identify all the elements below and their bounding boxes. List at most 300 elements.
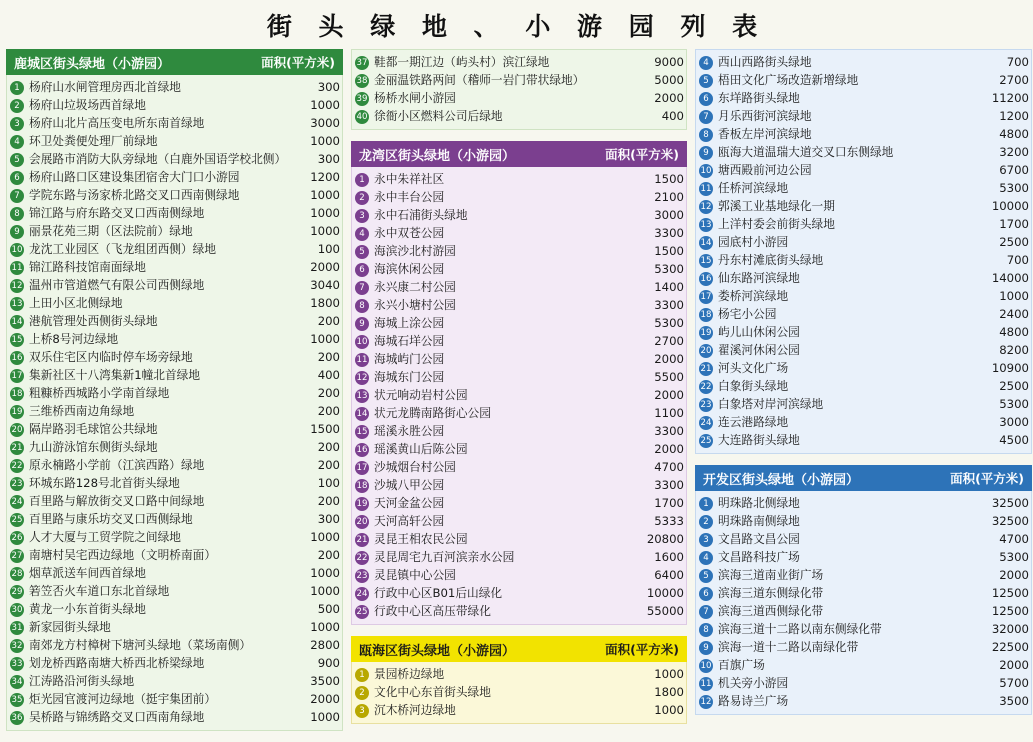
row-number-badge: 1 (355, 173, 369, 187)
row-area: 2700 (999, 72, 1029, 87)
table-row (7, 222, 342, 240)
row-number-badge: 5 (699, 74, 713, 88)
row-name: 九山游泳馆东侧街头绿地 (29, 439, 158, 454)
row-name: 瑶溪永胜公园 (374, 423, 445, 438)
section-unit-kaifaqu: 面积(平方米) (950, 471, 1024, 486)
row-area: 1200 (310, 169, 340, 184)
row-number-badge: 25 (700, 436, 712, 446)
row-index (696, 566, 716, 584)
row-area: 3300 (654, 297, 684, 312)
table-row (696, 233, 1031, 251)
row-area: 1500 (310, 421, 340, 436)
row-index (352, 107, 372, 125)
row-name: 天河高轩公园 (374, 513, 445, 528)
table-row (696, 341, 1031, 359)
table-row (352, 602, 686, 620)
row-number-badge: 23 (700, 400, 712, 410)
row-number-badge: 1 (355, 668, 369, 682)
row-name: 仙东路河滨绿地 (718, 270, 800, 285)
row-name: 龙沈工业园区（飞龙组团西侧）绿地 (29, 241, 217, 256)
table-row (696, 179, 1031, 197)
section-unit-longwan: 面积(平方米) (605, 147, 679, 162)
table-row (352, 512, 686, 530)
section-ouhai (351, 636, 687, 724)
table-row (352, 584, 686, 602)
row-number-badge: 9 (699, 146, 713, 160)
row-name: 翟溪河休闲公园 (718, 342, 800, 357)
row-number-badge: 15 (11, 335, 23, 345)
row-number-badge: 30 (11, 605, 23, 615)
row-index (696, 584, 716, 602)
row-number-badge: 40 (356, 112, 368, 122)
table-row (352, 404, 686, 422)
table-row (7, 528, 342, 546)
row-area: 3040 (310, 277, 340, 292)
row-name: 文昌路文昌公园 (718, 531, 800, 546)
row-number-badge: 7 (699, 605, 713, 619)
row-area: 22500 (991, 639, 1029, 654)
row-number-badge: 18 (11, 389, 23, 399)
row-area: 5300 (999, 396, 1029, 411)
row-number-badge: 11 (700, 184, 712, 194)
table-row (696, 107, 1031, 125)
table-row (7, 708, 342, 726)
row-name: 粗糠桥西城路小学南首绿地 (29, 385, 170, 400)
row-number-badge: 11 (356, 355, 368, 365)
row-index (7, 384, 27, 402)
row-index (352, 332, 372, 350)
row-name: 环卫处粪便处理厂前绿地 (29, 133, 158, 148)
table-row (696, 602, 1031, 620)
row-index (696, 512, 716, 530)
row-area: 5300 (654, 315, 684, 330)
row-index (696, 107, 716, 125)
row-area: 1000 (310, 565, 340, 580)
row-area: 1700 (654, 495, 684, 510)
row-area: 1000 (310, 619, 340, 634)
row-area: 1100 (654, 405, 684, 420)
row-area: 100 (317, 241, 340, 256)
row-area: 3500 (310, 673, 340, 688)
row-index (7, 114, 27, 132)
row-area: 3000 (310, 115, 340, 130)
row-index (696, 341, 716, 359)
row-area: 300 (317, 79, 340, 94)
row-index (7, 348, 27, 366)
row-name: 隔岸路羽毛球馆公共绿地 (29, 421, 158, 436)
row-number-badge: 21 (11, 443, 23, 453)
row-name: 瑶溪黄山后陈公园 (374, 441, 468, 456)
row-number-badge: 27 (11, 551, 23, 561)
column-left (6, 49, 343, 742)
row-area: 1500 (654, 243, 684, 258)
row-index (7, 708, 27, 726)
row-name: 灵昆周宅九百河滨亲水公园 (374, 549, 515, 564)
row-number-badge: 19 (356, 499, 368, 509)
row-number-badge: 10 (356, 337, 368, 347)
row-number-badge: 24 (11, 497, 23, 507)
row-name: 会展路市消防大队旁绿地（白鹿外国语学校北侧） (29, 151, 287, 166)
table-row (352, 260, 686, 278)
row-number-badge: 17 (700, 292, 712, 302)
row-area: 2000 (654, 351, 684, 366)
row-area: 5300 (999, 180, 1029, 195)
row-number-badge: 12 (700, 202, 712, 212)
row-number-badge: 39 (356, 94, 368, 104)
row-area: 12500 (991, 603, 1029, 618)
table-row (352, 530, 686, 548)
table-row (352, 494, 686, 512)
row-name: 海城屿门公园 (374, 351, 445, 366)
row-number-badge: 7 (355, 281, 369, 295)
row-index (352, 458, 372, 476)
row-name: 吴桥路与锦绣路交叉口西南角绿地 (29, 709, 205, 724)
table-row (7, 132, 342, 150)
row-name: 箬笠否火车道口东北首绿地 (29, 583, 170, 598)
row-name: 金丽温铁路两间（稽师一岩门带状绿地） (374, 72, 585, 87)
row-area: 14000 (991, 270, 1029, 285)
row-name: 划龙桥西路南塘大桥西北桥梁绿地 (29, 655, 205, 670)
table-row (696, 287, 1031, 305)
row-number-badge: 38 (356, 76, 368, 86)
table-row (352, 107, 686, 125)
row-name: 白象街头绿地 (718, 378, 789, 393)
table-row (7, 186, 342, 204)
row-index (696, 620, 716, 638)
row-number-badge: 3 (10, 117, 24, 131)
row-index (7, 312, 27, 330)
row-index (352, 71, 372, 89)
table-row (696, 143, 1031, 161)
row-index (7, 618, 27, 636)
table-row (7, 600, 342, 618)
row-area: 400 (317, 367, 340, 382)
row-area: 200 (317, 493, 340, 508)
row-area: 5333 (654, 513, 684, 528)
row-area: 2500 (999, 234, 1029, 249)
table-row (352, 53, 686, 71)
table-row (696, 71, 1031, 89)
row-number-badge: 13 (356, 391, 368, 401)
row-number-badge: 11 (700, 679, 712, 689)
row-index (696, 233, 716, 251)
table-row (7, 150, 342, 168)
section-kaifaqu (695, 465, 1032, 715)
row-index (696, 359, 716, 377)
row-number-badge: 2 (10, 99, 24, 113)
row-index (352, 584, 372, 602)
row-area: 1000 (310, 97, 340, 112)
row-number-badge: 24 (356, 589, 368, 599)
row-area: 300 (317, 151, 340, 166)
table-row (696, 638, 1031, 656)
row-name: 海城石垟公园 (374, 333, 445, 348)
table-row (352, 476, 686, 494)
table-row (352, 701, 686, 719)
row-number-badge: 10 (11, 245, 23, 255)
table-row (7, 78, 342, 96)
row-area: 900 (317, 655, 340, 670)
row-number-badge: 12 (700, 697, 712, 707)
row-area: 1000 (310, 205, 340, 220)
row-name: 丽景花苑三期（区法院前）绿地 (29, 223, 193, 238)
row-area: 3000 (654, 207, 684, 222)
table-row (696, 620, 1031, 638)
row-area: 1800 (310, 295, 340, 310)
row-name: 沙城八甲公园 (374, 477, 445, 492)
row-name: 大连路街头绿地 (718, 432, 800, 447)
row-index (352, 665, 372, 683)
row-number-badge: 6 (10, 171, 24, 185)
row-number-badge: 23 (11, 479, 23, 489)
row-index (696, 269, 716, 287)
row-number-badge: 32 (11, 641, 23, 651)
row-number-badge: 31 (11, 623, 23, 633)
row-index (352, 278, 372, 296)
row-name: 杨府山水闸管理房西北首绿地 (29, 79, 181, 94)
row-name: 连云港路绿地 (718, 414, 789, 429)
row-name: 永中石浦街头绿地 (374, 207, 468, 222)
row-name: 滨海三道南业街广场 (718, 567, 824, 582)
row-area: 10000 (991, 198, 1029, 213)
row-name: 机关旁小游园 (718, 675, 789, 690)
row-index (696, 638, 716, 656)
row-name: 园底村小游园 (718, 234, 789, 249)
row-number-badge: 9 (10, 225, 24, 239)
row-index (352, 89, 372, 107)
table-row (352, 296, 686, 314)
row-name: 郭溪工业基地绿化一期 (718, 198, 835, 213)
row-number-badge: 22 (700, 382, 712, 392)
section-body-longwan (351, 167, 687, 625)
row-index (7, 456, 27, 474)
row-name: 海滨沙北村游园 (374, 243, 456, 258)
page-title: 街 头 绿 地 、 小 游 园 列 表 (266, 12, 767, 41)
table-row (7, 564, 342, 582)
table-row (696, 215, 1031, 233)
row-number-badge: 9 (355, 317, 369, 331)
row-name: 沙城烟台村公园 (374, 459, 456, 474)
table-row (7, 114, 342, 132)
table-row (352, 188, 686, 206)
row-number-badge: 5 (699, 569, 713, 583)
row-index (7, 402, 27, 420)
row-number-badge: 15 (356, 427, 368, 437)
row-index (7, 528, 27, 546)
row-name: 百里路与解放街交叉口路中间绿地 (29, 493, 205, 508)
row-index (352, 170, 372, 188)
row-area: 32500 (991, 495, 1029, 510)
row-area: 1000 (310, 223, 340, 238)
table-row (7, 636, 342, 654)
row-name: 路易诗兰广场 (718, 693, 789, 708)
section-longwan (351, 141, 687, 625)
table-ouhai-continued (696, 53, 1031, 449)
table-row (7, 348, 342, 366)
row-area: 20800 (646, 531, 684, 546)
row-number-badge: 33 (11, 659, 23, 669)
row-index (7, 222, 27, 240)
row-name: 杨府山北片高压变电所东南首绿地 (29, 115, 205, 130)
row-area: 200 (317, 403, 340, 418)
table-row (352, 89, 686, 107)
row-index (696, 161, 716, 179)
row-name: 永兴康二村公园 (374, 279, 456, 294)
row-number-badge: 4 (699, 551, 713, 565)
section-unit-ouhai: 面积(平方米) (605, 642, 679, 657)
row-number-badge: 34 (11, 677, 23, 687)
row-number-badge: 8 (699, 623, 713, 637)
section-title-ouhai: 瓯海区街头绿地（小游园） (359, 643, 516, 659)
row-index (352, 548, 372, 566)
row-name: 行政中心区高压带绿化 (374, 603, 491, 618)
row-index (696, 215, 716, 233)
row-index (352, 683, 372, 701)
row-name: 河头文化广场 (718, 360, 789, 375)
table-row (696, 548, 1031, 566)
row-name: 月乐西街河滨绿地 (718, 108, 812, 123)
row-index (352, 260, 372, 278)
row-name: 上桥8号河边绿地 (29, 331, 119, 346)
row-area: 5700 (999, 675, 1029, 690)
row-number-badge: 8 (10, 207, 24, 221)
row-index (352, 368, 372, 386)
row-area: 11200 (991, 90, 1029, 105)
row-number-badge: 17 (356, 463, 368, 473)
table-row (352, 665, 686, 683)
row-index (352, 476, 372, 494)
row-index (7, 600, 27, 618)
row-name: 香板左岸河滨绿地 (718, 126, 812, 141)
row-index (696, 413, 716, 431)
row-number-badge: 21 (356, 535, 368, 545)
row-area: 3200 (999, 144, 1029, 159)
row-area: 200 (317, 349, 340, 364)
row-index (696, 548, 716, 566)
table-row (352, 368, 686, 386)
row-name: 娄桥河滨绿地 (718, 288, 789, 303)
table-row (7, 654, 342, 672)
row-number-badge: 2 (355, 191, 369, 205)
row-name: 白象塔对岸河滨绿地 (718, 396, 824, 411)
row-index (7, 258, 27, 276)
table-row (7, 618, 342, 636)
column-middle (351, 49, 687, 735)
row-index (352, 530, 372, 548)
table-row (7, 96, 342, 114)
row-name: 百里路与康乐坊交叉口西侧绿地 (29, 511, 193, 526)
row-name: 行政中心区B01后山绿化 (374, 585, 503, 600)
row-index (7, 276, 27, 294)
row-number-badge: 20 (11, 425, 23, 435)
table-row (7, 330, 342, 348)
row-number-badge: 11 (11, 263, 23, 273)
row-name: 永中朱祥社区 (374, 171, 445, 186)
table-ouhai (352, 665, 686, 719)
section-body-lucheng (6, 75, 343, 731)
table-row (696, 413, 1031, 431)
row-area: 32500 (991, 513, 1029, 528)
row-name: 黄龙一小东首街头绿地 (29, 601, 146, 616)
table-row (352, 458, 686, 476)
columns-container (0, 49, 1033, 742)
row-number-badge: 2 (699, 515, 713, 529)
row-name: 杨宅小公园 (718, 306, 777, 321)
row-index (696, 287, 716, 305)
row-area: 200 (317, 385, 340, 400)
row-index (7, 582, 27, 600)
row-name: 状元龙腾南路街心公园 (374, 405, 491, 420)
row-name: 徐衙小区燃料公司后绿地 (374, 108, 503, 123)
row-index (7, 330, 27, 348)
table-row (7, 402, 342, 420)
row-number-badge: 18 (356, 481, 368, 491)
row-index (696, 692, 716, 710)
row-area: 1000 (310, 709, 340, 724)
row-number-badge: 14 (11, 317, 23, 327)
row-area: 5500 (654, 369, 684, 384)
row-area: 55000 (646, 603, 684, 618)
row-number-badge: 22 (11, 461, 23, 471)
row-index (352, 296, 372, 314)
row-number-badge: 23 (356, 571, 368, 581)
row-name: 东垟路街头绿地 (718, 90, 800, 105)
row-name: 滨海三道西侧绿化带 (718, 603, 824, 618)
table-row (696, 566, 1031, 584)
row-number-badge: 16 (356, 445, 368, 455)
table-row (352, 170, 686, 188)
table-row (7, 276, 342, 294)
table-row (696, 656, 1031, 674)
row-name: 瓯海大道温瑞大道交叉口东侧绿地 (718, 144, 894, 159)
row-number-badge: 6 (355, 263, 369, 277)
row-number-badge: 20 (700, 346, 712, 356)
row-name: 状元响动岩村公园 (374, 387, 468, 402)
row-area: 1000 (310, 529, 340, 544)
row-name: 灵昆镇中心公园 (374, 567, 456, 582)
row-number-badge: 12 (11, 281, 23, 291)
row-area: 5300 (999, 549, 1029, 564)
table-row (7, 366, 342, 384)
table-longwan (352, 170, 686, 620)
table-row (696, 584, 1031, 602)
section-lucheng (6, 49, 343, 731)
row-name: 杨府山垃圾场西首绿地 (29, 97, 146, 112)
row-number-badge: 13 (11, 299, 23, 309)
row-number-badge: 1 (699, 497, 713, 511)
row-name: 环城东路128号北首街头绿地 (29, 475, 180, 490)
row-index (7, 150, 27, 168)
row-index (7, 654, 27, 672)
row-area: 1400 (654, 279, 684, 294)
row-index (352, 566, 372, 584)
row-number-badge: 16 (700, 274, 712, 284)
table-row (7, 240, 342, 258)
table-row (696, 197, 1031, 215)
row-area: 1800 (654, 684, 684, 699)
row-name: 锦江路科技馆南面绿地 (29, 259, 146, 274)
row-area: 3300 (654, 477, 684, 492)
row-area: 100 (317, 475, 340, 490)
row-area: 200 (317, 547, 340, 562)
row-index (696, 395, 716, 413)
row-name: 百旗广场 (718, 657, 765, 672)
row-index (696, 656, 716, 674)
row-number-badge: 2 (355, 686, 369, 700)
row-name: 新家园街头绿地 (29, 619, 111, 634)
table-row (696, 494, 1031, 512)
row-index (352, 53, 372, 71)
